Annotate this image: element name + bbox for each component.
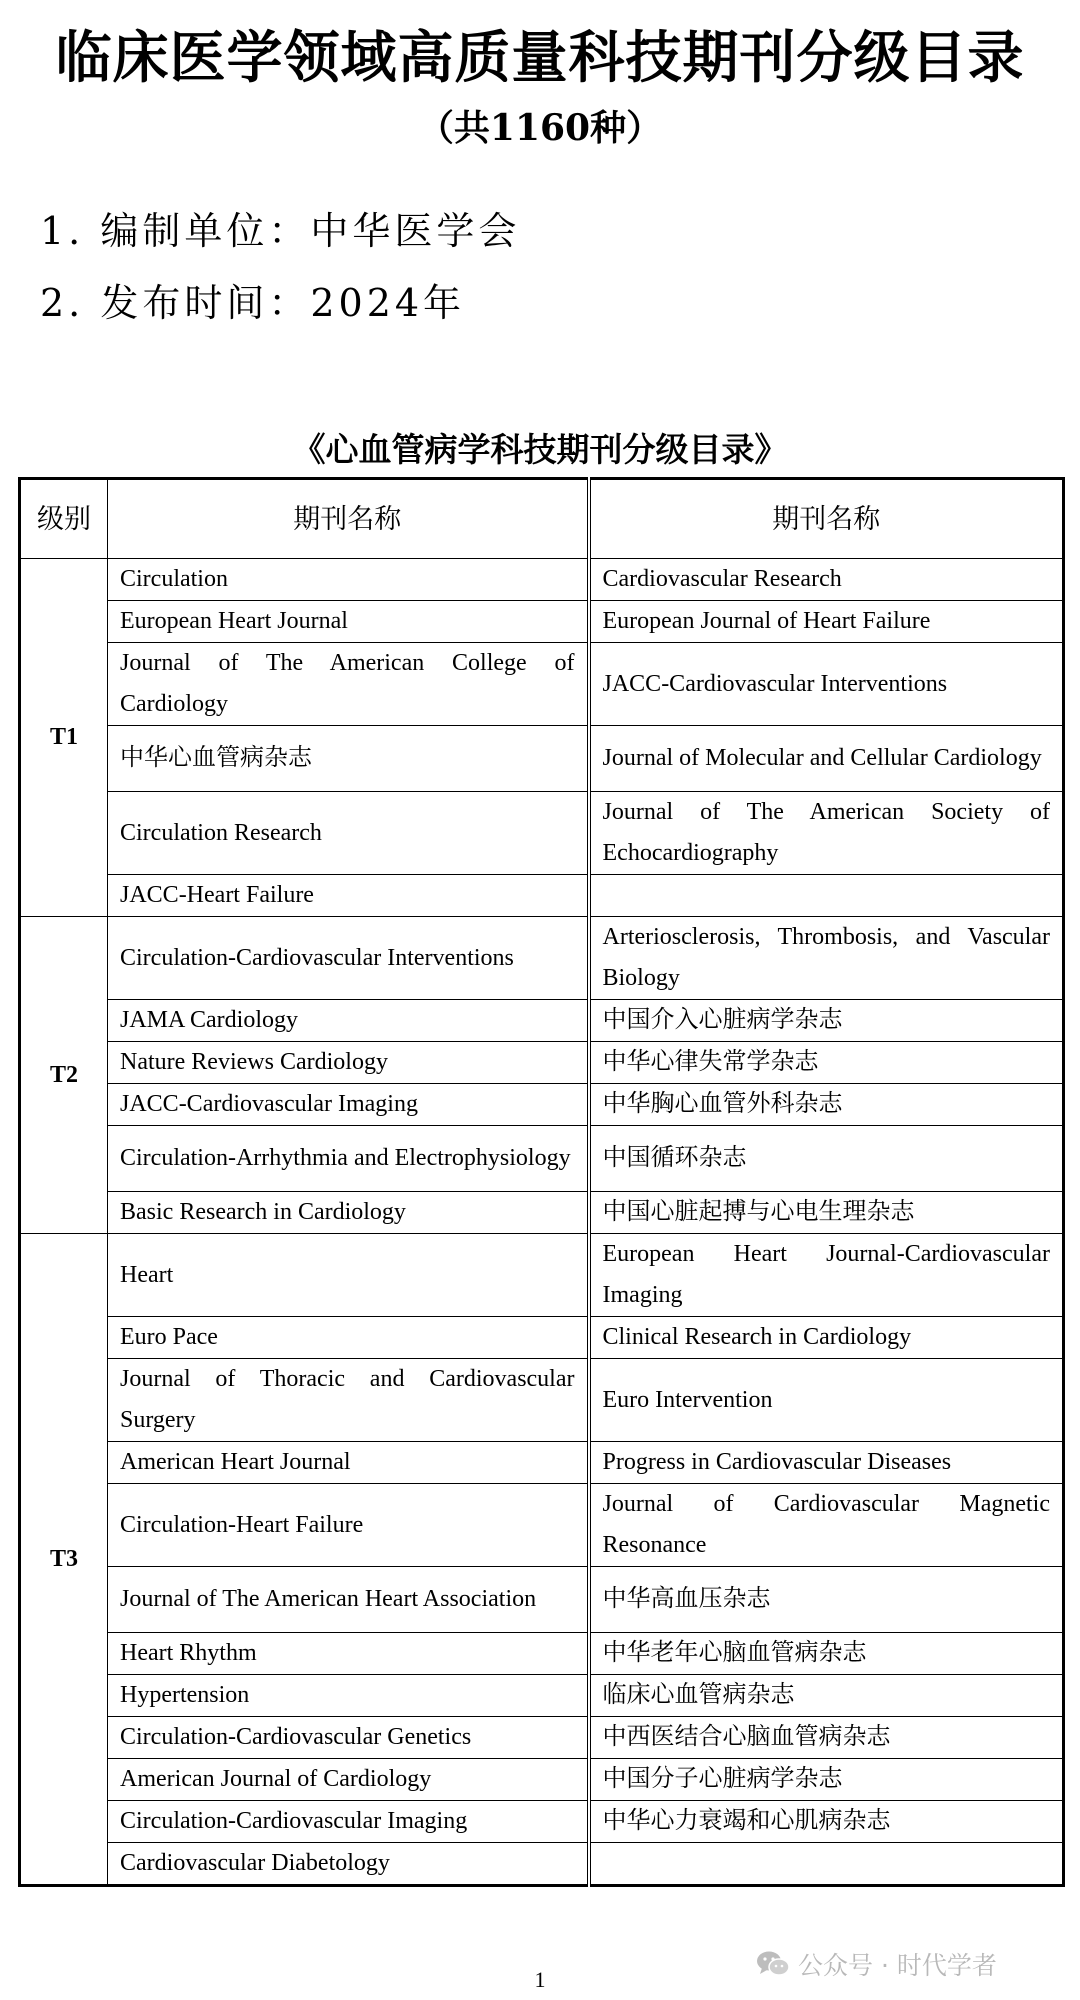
table-row [20, 1717, 1064, 1759]
level-cell: T2 [20, 917, 108, 1234]
table-row [20, 1675, 1064, 1717]
journal-name-cell: Cardiovascular Research [589, 559, 1064, 601]
journal-name-cell: 中国分子心脏病学杂志 [589, 1759, 1064, 1801]
journal-name-cell: 中国心脏起搏与心电生理杂志 [589, 1192, 1064, 1234]
table-row [20, 1442, 1064, 1484]
table-row [20, 1359, 1064, 1442]
table-row [20, 1042, 1064, 1084]
watermark [756, 1946, 997, 1982]
table-row [20, 1317, 1064, 1359]
journal-name-cell: 中西医结合心脑血管病杂志 [589, 1717, 1064, 1759]
journal-name-cell: European Heart Journal-Cardiovascular Imaging [589, 1234, 1064, 1317]
journal-name-cell: Journal of The American Heart Association [108, 1567, 589, 1633]
table-row [20, 1843, 1064, 1886]
table-row [20, 1126, 1064, 1192]
journal-name-cell: American Heart Journal [108, 1442, 589, 1484]
journal-name-cell: JACC-Cardiovascular Interventions [589, 643, 1064, 726]
journal-name-cell: Circulation [108, 559, 589, 601]
journal-name-cell: Euro Intervention [589, 1359, 1064, 1442]
journal-name-cell: Circulation-Heart Failure [108, 1484, 589, 1567]
journal-name-cell: JACC-Heart Failure [108, 875, 589, 917]
journal-name-cell: Basic Research in Cardiology [108, 1192, 589, 1234]
journal-name-cell: Euro Pace [108, 1317, 589, 1359]
page-title: 临床医学领域高质量科技期刊分级目录 [55, 26, 1025, 91]
table-header-row [20, 479, 1064, 559]
table-row [20, 1633, 1064, 1675]
journal-name-cell: 中国介入心脏病学杂志 [589, 1000, 1064, 1042]
table-row [20, 1192, 1064, 1234]
journal-name-cell: JAMA Cardiology [108, 1000, 589, 1042]
journal-name-cell: Circulation-Cardiovascular Imaging [108, 1801, 589, 1843]
journal-name-cell: Cardiovascular Diabetology [108, 1843, 589, 1886]
table-row [20, 601, 1064, 643]
journal-name-cell: 中国循环杂志 [589, 1126, 1064, 1192]
table-row [20, 792, 1064, 875]
table-row [20, 1567, 1064, 1633]
header-journal-name-1: 期刊名称 [108, 479, 589, 559]
journal-name-cell: Hypertension [108, 1675, 589, 1717]
table-title: 《心血管病学科技期刊分级目录》 [292, 430, 788, 469]
watermark-text: 公众号 · 时代学者 [798, 1951, 997, 1980]
table-body [20, 559, 1064, 1886]
page-subtitle: （共1160种） [417, 107, 663, 149]
journal-name-cell: Journal of The American College of Cardiology [108, 643, 589, 726]
info-release-date: 2. 发布时间：2024年 [40, 281, 466, 325]
journal-name-cell: 中华心血管病杂志 [108, 726, 589, 792]
table-row [20, 1084, 1064, 1126]
table-row [20, 726, 1064, 792]
journal-name-cell: Journal of Cardiovascular Magnetic Resonance [589, 1484, 1064, 1567]
journal-name-cell: Journal of The American Society of Echocardiography [589, 792, 1064, 875]
journal-name-cell: Circulation-Arrhythmia and Electrophysiology [108, 1126, 589, 1192]
table-row [20, 1234, 1064, 1317]
journal-name-cell: 中华高血压杂志 [589, 1567, 1064, 1633]
journal-name-cell: Nature Reviews Cardiology [108, 1042, 589, 1084]
info-compiler: 1. 编制单位：中华医学会 [40, 209, 521, 253]
journal-name-cell: Circulation Research [108, 792, 589, 875]
journal-name-cell: JACC-Cardiovascular Imaging [108, 1084, 589, 1126]
table-row [20, 559, 1064, 601]
journal-name-cell: 中华胸心血管外科杂志 [589, 1084, 1064, 1126]
journal-name-cell: European Heart Journal [108, 601, 589, 643]
journal-name-cell: Circulation-Cardiovascular Interventions [108, 917, 589, 1000]
journal-name-cell: Journal of Thoracic and Cardiovascular Surgery [108, 1359, 589, 1442]
journal-name-cell: Clinical Research in Cardiology [589, 1317, 1064, 1359]
wechat-icon [756, 1950, 790, 1978]
journal-name-cell: American Journal of Cardiology [108, 1759, 589, 1801]
header-level: 级别 [20, 479, 108, 559]
table-row [20, 643, 1064, 726]
journal-name-cell: Journal of Molecular and Cellular Cardiology [589, 726, 1064, 792]
header-journal-name-2: 期刊名称 [589, 479, 1064, 559]
journal-name-cell: Heart [108, 1234, 589, 1317]
table-row [20, 917, 1064, 1000]
level-cell: T3 [20, 1234, 108, 1886]
journal-name-cell: Circulation-Cardiovascular Genetics [108, 1717, 589, 1759]
journal-name-cell: 中华老年心脑血管病杂志 [589, 1633, 1064, 1675]
table-row [20, 1759, 1064, 1801]
journal-name-cell: 中华心律失常学杂志 [589, 1042, 1064, 1084]
journal-name-cell: Progress in Cardiovascular Diseases [589, 1442, 1064, 1484]
journal-name-cell: European Journal of Heart Failure [589, 601, 1064, 643]
level-cell: T1 [20, 559, 108, 917]
journal-name-cell: Heart Rhythm [108, 1633, 589, 1675]
table-row [20, 1484, 1064, 1567]
table-row [20, 1801, 1064, 1843]
table-row [20, 1000, 1064, 1042]
journal-name-cell [589, 1843, 1064, 1886]
page-number: 1 [534, 1967, 546, 1992]
journal-name-cell: Arteriosclerosis, Thrombosis, and Vascular Biology [589, 917, 1064, 1000]
journal-table [18, 477, 1065, 1887]
journal-name-cell: 临床心血管病杂志 [589, 1675, 1064, 1717]
journal-name-cell [589, 875, 1064, 917]
table-row [20, 875, 1064, 917]
journal-name-cell: 中华心力衰竭和心肌病杂志 [589, 1801, 1064, 1843]
